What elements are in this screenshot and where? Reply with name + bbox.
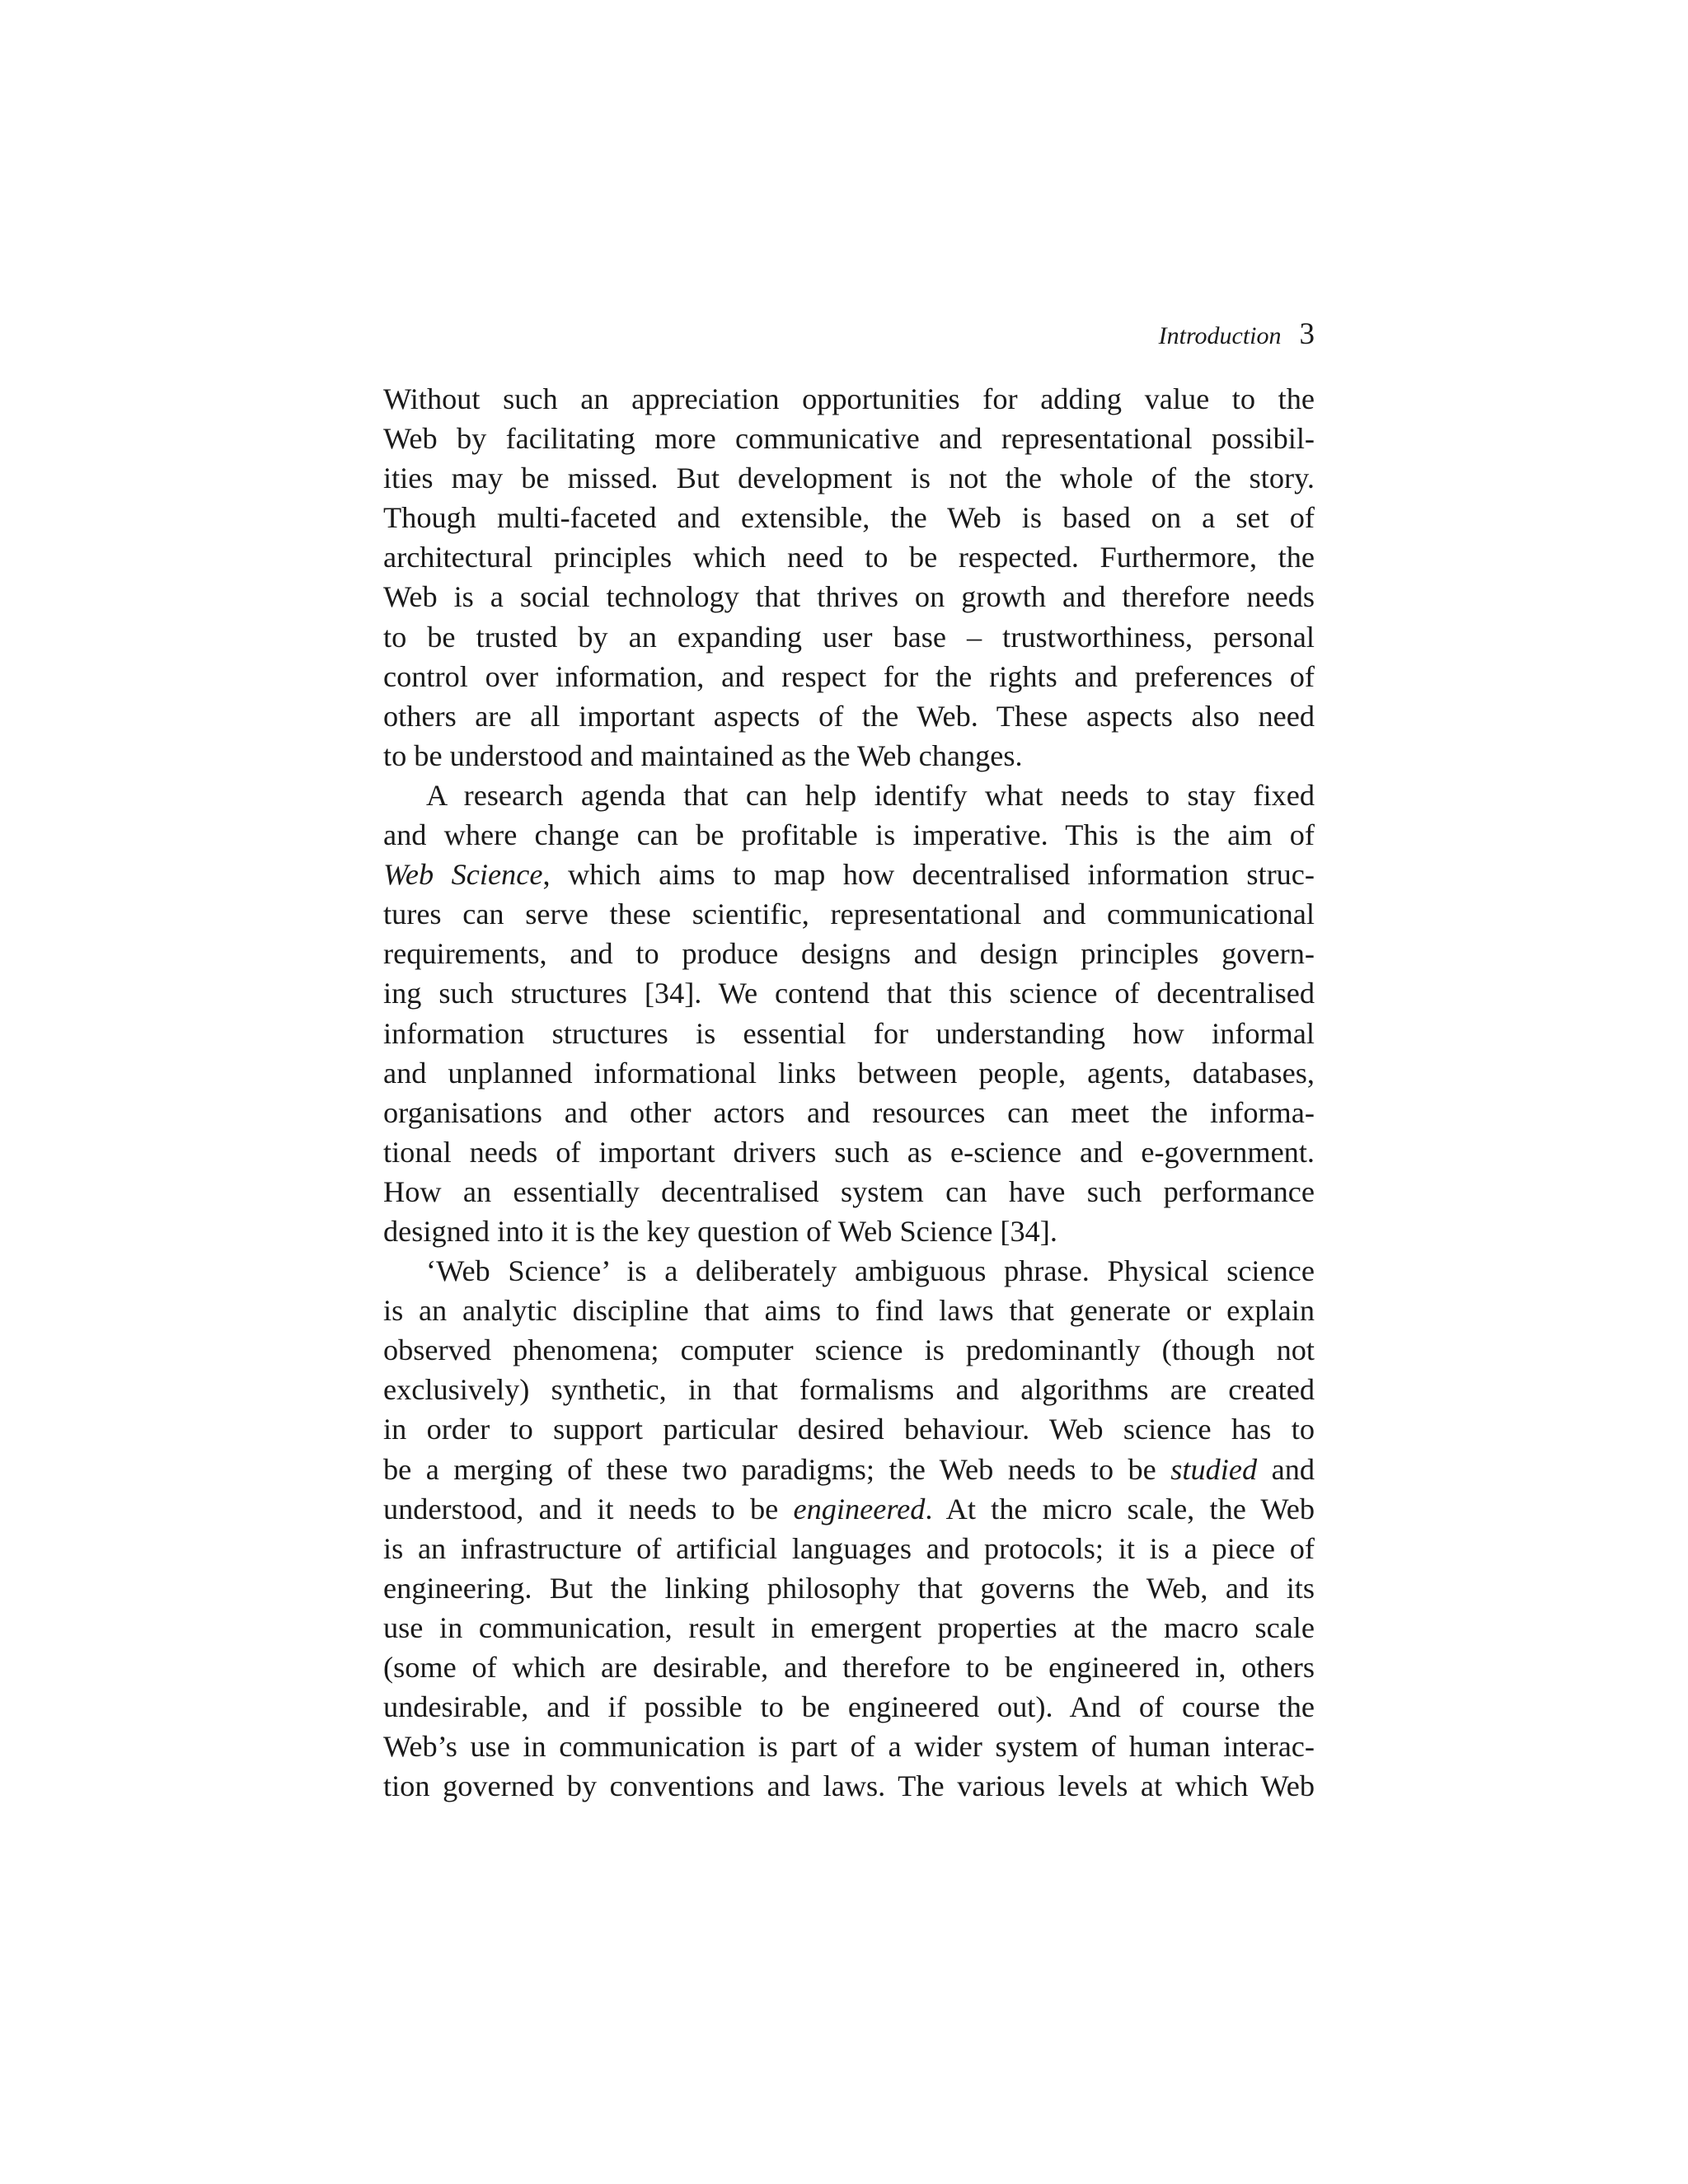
text-line: requirements, and to produce designs and design principles govern-: [383, 937, 1315, 971]
text-run: be a merging of these two paradigms; the Web needs to be: [383, 1452, 1171, 1486]
text-line: others are all important aspects of the Web. These aspects also need: [383, 699, 1315, 733]
text-run: . At the micro scale, the Web: [925, 1492, 1315, 1526]
text-run: and: [1257, 1452, 1315, 1486]
text-line: engineering. But the linking philosophy that governs the Web, and its: [383, 1571, 1315, 1605]
text-run: understood, and it needs to be: [383, 1492, 794, 1526]
text-line: [383, 1489, 1315, 1529]
text-line: is an analytic discipline that aims to find laws that generate or explain: [383, 1294, 1315, 1328]
text-line: and where change can be profitable is imperative. This is the aim of: [383, 818, 1315, 852]
text-line: is an infrastructure of artificial languages and protocols; it is a piece of: [383, 1531, 1315, 1565]
emphasis-studied: studied: [1170, 1452, 1258, 1486]
text-line: to be understood and maintained as the Web changes.: [383, 738, 1023, 772]
text-line: Without such an appreciation opportunities for adding value to the: [383, 382, 1315, 415]
text-line: use in communication, result in emergent properties at the macro scale: [383, 1610, 1315, 1644]
text-line: information structures is essential for understanding how informal: [383, 1016, 1315, 1050]
running-head: [383, 315, 1315, 356]
text-line: tional needs of important drivers such as e-science and e-government.: [383, 1135, 1315, 1169]
text-line: exclusively) synthetic, in that formalisms and algorithms are created: [383, 1373, 1315, 1407]
text-line: organisations and other actors and resources can meet the informa-: [383, 1095, 1315, 1129]
text-line: Though multi-faceted and extensible, the Web is based on a set of: [383, 501, 1315, 535]
text-line: Web’s use in communication is part of a wider system of human interac-: [383, 1730, 1315, 1764]
page-number: 3: [1299, 317, 1315, 351]
emphasis-engineered: engineered: [793, 1492, 926, 1526]
text-line: ‘Web Science’ is a deliberately ambiguous phrase. Physical science: [426, 1254, 1315, 1288]
body-text: [383, 379, 1315, 1806]
text-line: in order to support particular desired behaviour. Web science has to: [383, 1413, 1315, 1446]
text-line: Web is a social technology that thrives on growth and therefore needs: [383, 580, 1315, 614]
text-line: control over information, and respect for the rights and preferences of: [383, 659, 1315, 693]
text-line: ing such structures [34]. We contend that this science of decentralised: [383, 977, 1315, 1010]
text-line: tion governed by conventions and laws. The various levels at which Web: [383, 1769, 1315, 1803]
running-head-title: Introduction: [1158, 322, 1282, 349]
text-line: and unplanned informational links between people, agents, databases,: [383, 1056, 1315, 1090]
text-line: undesirable, and if possible to be engineered out). And of course the: [383, 1690, 1315, 1724]
text-line: tures can serve these scientific, representational and communicational: [383, 898, 1315, 931]
text-line: designed into it is the key question of Web Science [34].: [383, 1214, 1057, 1248]
text-line: ities may be missed. But development is not the whole of the story.: [383, 462, 1315, 495]
text-line: (some of which are desirable, and therefore to be engineered in, others: [383, 1651, 1315, 1684]
text-run: , which aims to map how decentralised information struc-: [542, 858, 1315, 892]
text-line: Web by facilitating more communicative and representational possibil-: [383, 422, 1315, 456]
text-line: [383, 855, 1315, 894]
emphasis-web-science: Web Science: [383, 858, 543, 892]
text-line: to be trusted by an expanding user base – trustworthiness, personal: [383, 620, 1315, 654]
text-line: architectural principles which need to be respected. Furthermore, the: [383, 541, 1315, 574]
text-line: How an essentially decentralised system can have such performance: [383, 1174, 1315, 1208]
text-line: A research agenda that can help identify what needs to stay fixed: [426, 778, 1315, 812]
text-line: [383, 1450, 1315, 1489]
text-line: observed phenomena; computer science is predominantly (though not: [383, 1333, 1315, 1367]
